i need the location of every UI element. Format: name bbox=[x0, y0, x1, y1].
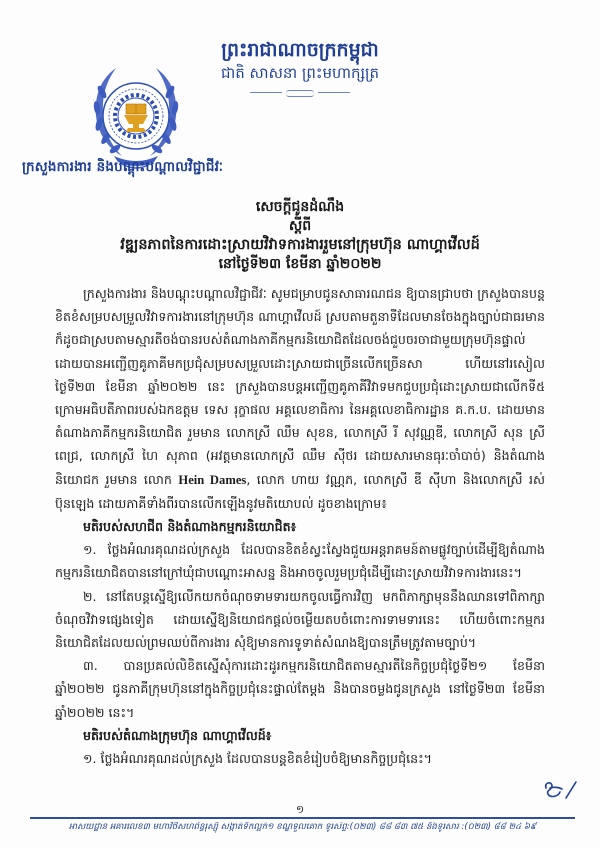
employer-rep-name: Hein Dames bbox=[178, 472, 247, 487]
national-motto: ជាតិ សាសនា ព្រះមហាក្សត្រ bbox=[220, 64, 380, 82]
document-title-block bbox=[60, 198, 540, 274]
list-item: ១. ថ្លែងអំណរគុណដល់ក្រសួង ដែលបានបន្តខិតខំរៀបចំឱ្យមានកិច្ចប្រជុំនេះ។ bbox=[83, 751, 432, 767]
intro-paragraph bbox=[55, 282, 545, 515]
intro-text-continued: , លោក ហាយ វណ្ណភ, លោកស្រី ឌី ស៊ីហា និងលោកស្រី រស់ ប៊ុនឡេង ដោយភាគីទាំងពីរបានលើកឡើងនូវមតិយោបល់ ដូចខាងក្រោម៖ bbox=[55, 471, 545, 511]
section-heading-company: មតិរបស់តំណាងក្រុមហ៊ុន ណាហ្គាវើលដ៍៖ bbox=[83, 727, 272, 743]
title-date: នៅថ្ងៃទី២៣ ខែមីនា ឆ្នាំ២០២២ bbox=[218, 256, 382, 272]
document-title: សេចក្តីជូនដំណឹង bbox=[255, 199, 345, 215]
handwritten-initials-icon bbox=[540, 778, 580, 802]
section-heading-union: មតិរបស់សហជីព និងតំណាងកម្មករនិយោជិត៖ bbox=[83, 519, 297, 535]
list-item: ១. ថ្លែងអំណរគុណដល់ក្រសួង ដែលបានខិតខំស្វះស្វែងជួយអន្តរាគមន៍តាមផ្លូវច្បាប់ដើម្បីឱ្យតំណាងកម្មករនិយោជិតបាននៅក្រៅឃុំជាបណ្តោះអាសន្ន និងអាចចូលរួមប្រជុំដើម្បីដោះស្រាយវិវាទការងារនេះ។ bbox=[55, 542, 545, 581]
divider-ornament-icon bbox=[250, 90, 350, 96]
title-subject: វឌ្ឍនភាពនៃការដោះស្រាយវិវាទការងាររួមនៅក្រុមហ៊ុន ណាហ្គាវើលដ៍ bbox=[120, 237, 480, 253]
footer-divider bbox=[30, 817, 575, 819]
kingdom-header bbox=[200, 38, 400, 96]
list-item: ២. នៅតែបន្តស្នើឱ្យលើកយកចំណុចទាមទារយកចូលធ្វើការវិញ មកពិភាក្សាមុននឹងឈានទៅពិភាក្សាចំណុចវិវាទផ្សេងទៀត ដោយស្នើឱ្យនិយោជកផ្តល់ចម្លើយតបចំពោះការទាមទារនេះ ហើយចំពោះកម្មករនិយោជិតដែលយល់ព្រមឈប់ពីការងារ សុំឱ្យមានការទូទាត់សំណងឱ្យបានត្រឹមត្រូវតាមច្បាប់។ bbox=[55, 588, 545, 651]
document-body bbox=[55, 282, 545, 770]
page-number: ១ bbox=[295, 803, 305, 816]
kingdom-title: ព្រះរាជាណាចក្រកម្ពុជា bbox=[221, 39, 379, 61]
ministry-name: ក្រសួងការងារ និងបណ្តុះបណ្តាលវិជ្ជាជីវៈ bbox=[22, 159, 224, 175]
footer-address: អាសយដ្ឋាន អគារលេខ៣ មហាវិថីសហព័ន្ធរុស្ស៊ី សង្កាត់ទឹកល្អក់១ ខណ្ឌទួលគោក ទូរស័ព្ទ:(០២៣) ៨៨ ៨៣ ៧៥ និងទូរសារ :(០២៣) ៨៨ ២៤ ៦៩ bbox=[68, 822, 537, 832]
title-about: ស្តីពី bbox=[288, 218, 312, 234]
list-item: ៣. បានប្រគល់លិខិតស្នើសុំការដោះដូរកម្មករនិយោជិតតាមស្មារតីនៃកិច្ចប្រជុំថ្ងៃទី២១ ខែមីនា ឆ្នាំ២០២២ ជូនភាគីក្រុមហ៊ុននៅក្នុងកិច្ចប្រជុំនេះផ្ទាល់តែម្តង និងបានចម្លងជូនក្រសួង នៅថ្ងៃទី២៣ ខែមីនា ឆ្នាំ២០២២ នេះ។ bbox=[55, 658, 545, 720]
intro-text: ក្រសួងការងារ និងបណ្តុះបណ្តាលវិជ្ជាជីវៈ សូមជម្រាបជូនសាធារណជន ឱ្យបានជ្រាបថា ក្រសួងបានបន្តខិតខំសម្របសម្រួលវិវាទការងារនៅក្រុមហ៊ុន ណាហ្គាវើលដ៍ ស្របតាមតួនាទីដែលមានចែងក្នុងច្បាប់ជាធរមាន ក៏ដូចជាស្របតាមស្មារតីចង់បានរបស់តំណាងភាគីកម្មករនិយោជិតដែលចង់ជួបចរចាជាមួយក្រុមហ៊ុនផ្ទាល់ ដោយបានអញ្ជើញគូភាគីមកប្រជុំសម្របសម្រួលដោះស្រាយជាច្រើនលើកច្រើនសា ហើយនៅរសៀលថ្ងៃទី២៣ ខែមីនា ឆ្នាំ២០២២ នេះ ក្រសួងបានបន្តអញ្ជើញគូភាគីវិវាទមកជួបប្រជុំដោះស្រាយជាលើកទី៥ ក្រោមអធិបតីភាពរបស់ឯកឧត្តម ទេស រុក្ខាផល អគ្គលេខាធិការ នៃអគ្គលេខាធិការដ្ឋាន គ.ក.ប. ដោយមានតំណាងភាគីកម្មករនិយោជិត រួមមាន លោកស្រី ឈឹម សុខន, លោកស្រី រី សុវណ្ណឌី, លោកស្រី សុន ស្រីពេជ្រ, លោកស្រី ហៃ សុភាព (អវត្តមានលោកស្រី ឈឹម ស៊ីថរ ដោយសារមានធុរៈចាំបាច់) និងតំណាងនិយោជក រួមមាន លោក bbox=[55, 286, 545, 487]
